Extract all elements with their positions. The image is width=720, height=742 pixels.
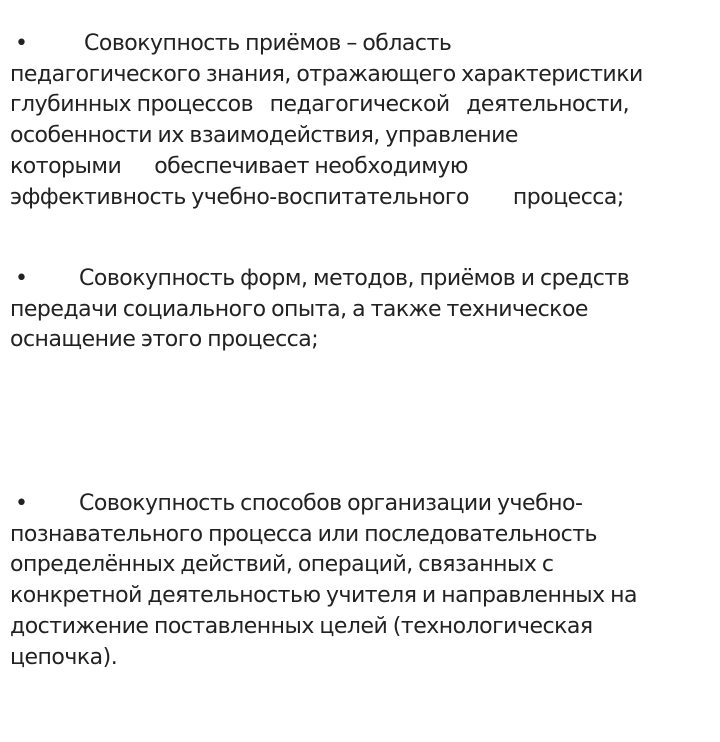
paragraph-text: Совокупность способов организации учебно- bbox=[79, 491, 583, 516]
paragraph-line: глубинных процессов педагогической деятельности, bbox=[10, 92, 630, 118]
definition-paragraph-1 bbox=[10, 29, 712, 213]
paragraph-line: оснащение этого процесса; bbox=[10, 327, 319, 353]
paragraph-line: которыми обеспечивает необходимую bbox=[10, 153, 468, 179]
paragraph-line bbox=[10, 29, 712, 60]
paragraph-line: конкретной деятельностью учителя и направленных на bbox=[10, 583, 637, 609]
bullet-marker: • bbox=[15, 31, 28, 56]
bullet-marker: • bbox=[15, 491, 28, 516]
paragraph-line: познавательного процесса или последовательность bbox=[10, 521, 597, 547]
bullet-marker: • bbox=[15, 266, 28, 291]
paragraph-line bbox=[10, 489, 712, 520]
paragraph-line: педагогического знания, отражающего характеристики bbox=[10, 61, 643, 87]
paragraph-line: передачи социального опыта, а также техническое bbox=[10, 296, 588, 322]
paragraph-line: особенности их взаимодействия, управление bbox=[10, 123, 518, 149]
paragraph-text: Совокупность форм, методов, приёмов и средств bbox=[79, 266, 630, 291]
paragraph-line: определённых действий, операций, связанных с bbox=[10, 552, 554, 578]
paragraph-line bbox=[10, 264, 712, 295]
definition-paragraph-2 bbox=[10, 264, 712, 356]
paragraph-line: цепочка). bbox=[10, 644, 118, 670]
paragraph-line: достижение поставленных целей (технологическая bbox=[10, 613, 593, 639]
paragraph-text: Совокупность приёмов – область bbox=[84, 31, 452, 56]
paragraph-line: эффективность учебно-воспитательного процесса; bbox=[10, 184, 624, 210]
definition-paragraph-3 bbox=[10, 489, 712, 673]
